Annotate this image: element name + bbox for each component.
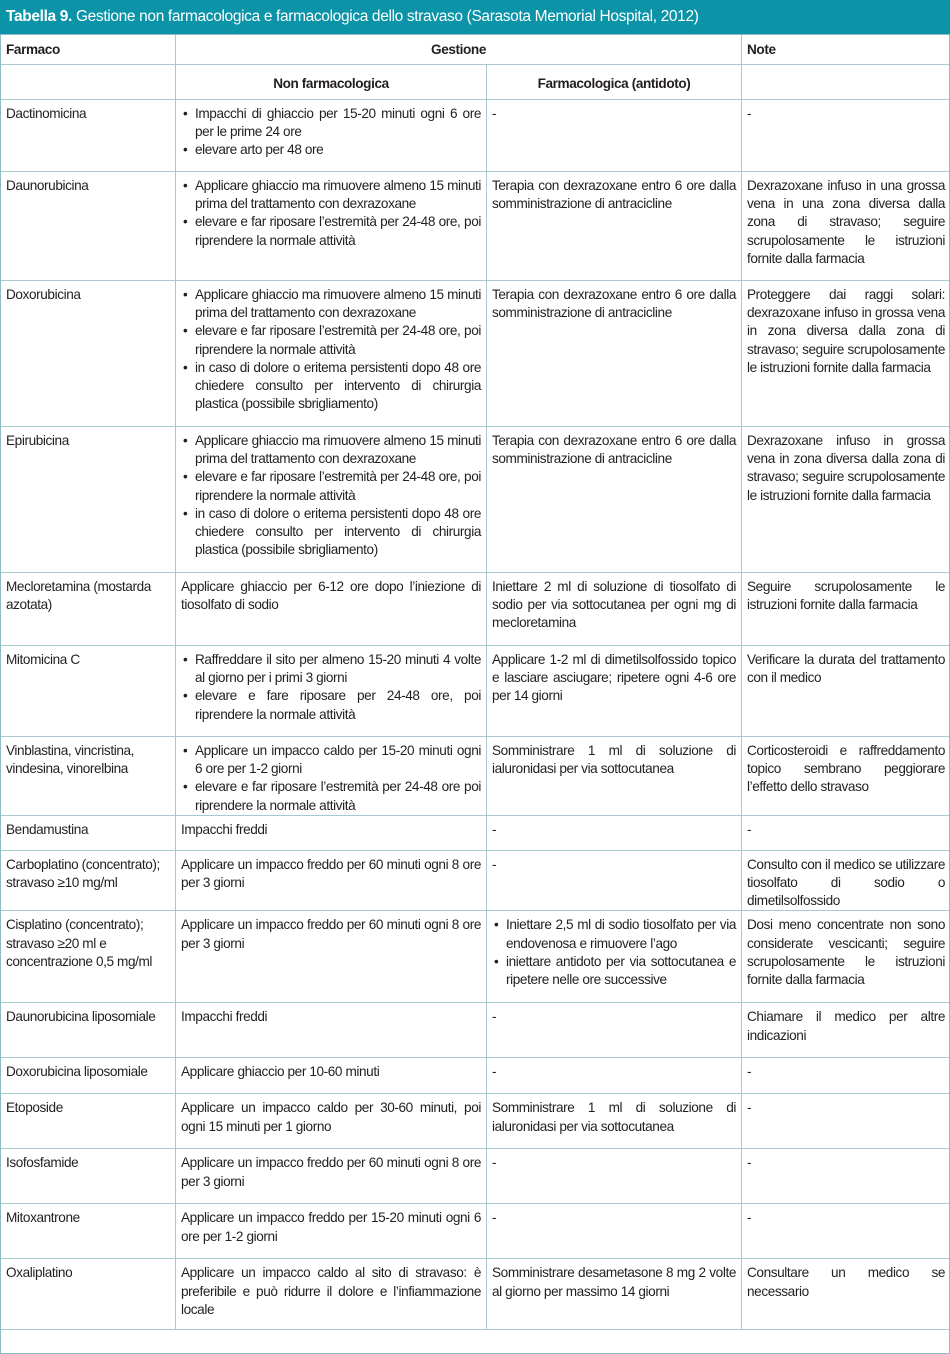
header-farmaco: Farmaco <box>1 35 176 65</box>
cell-note: Verificare la durata del trattamento con il medico <box>742 646 950 737</box>
cell-farmaco: Mitoxantrone <box>1 1204 176 1259</box>
cell-farmacologica: Terapia con dexrazoxane entro 6 ore dalla somministrazione di antracicline <box>487 172 742 281</box>
cell-non-farmacologica: Applicare ghiaccio per 6-12 ore dopo l’iniezione di tiosolfato di sodio <box>176 573 487 646</box>
cell-non-farmacologica: Applicare un impacco freddo per 60 minuti ogni 8 ore per 3 giorni <box>176 1149 487 1204</box>
cell-farmacologica <box>487 911 742 1003</box>
bullet-list <box>181 742 481 815</box>
cell-non-farmacologica: Impacchi freddi <box>176 1003 487 1058</box>
cell-note: - <box>742 100 950 172</box>
cell-farmacologica: Terapia con dexrazoxane entro 6 ore dalla somministrazione di antracicline <box>487 281 742 427</box>
table-row <box>1 100 950 172</box>
table-row <box>1 850 950 911</box>
bullet-item: • elevare e far riposare l’estremità per 24-48 ore poi riprendere la normale attività <box>181 778 481 814</box>
cell-note: Proteggere dai raggi solari: dexrazoxane infuso in grossa vena in zona diversa dalla zona di stravaso; seguire scrupolosamente le istruzioni fornite dalla farmacia <box>742 281 950 427</box>
bullet-item: • iniettare antidoto per via sottocutanea e ripetere nelle ore successive <box>492 953 736 989</box>
cell-farmacologica: - <box>487 815 742 850</box>
table-row <box>1 911 950 1003</box>
cell-farmacologica: Terapia con dexrazoxane entro 6 ore dalla somministrazione di antracicline <box>487 427 742 573</box>
table-row <box>1 281 950 427</box>
header-non-farmacologica: Non farmacologica <box>176 65 487 100</box>
table-row <box>1 1003 950 1058</box>
bullet-item: • Applicare un impacco caldo per 15-20 minuti ogni 6 ore per 1-2 giorni <box>181 742 481 778</box>
bullet-list <box>181 432 481 559</box>
cell-farmaco: Doxorubicina liposomiale <box>1 1058 176 1094</box>
cell-farmaco: Epirubicina <box>1 427 176 573</box>
cell-non-farmacologica: Applicare un impacco freddo per 60 minuti ogni 8 ore per 3 giorni <box>176 911 487 1003</box>
cell-note: Dexrazoxane infuso in una grossa vena in una zona diversa dalla zona di stravaso; seguire scrupolosamente le istruzioni fornite dalla farmacia <box>742 172 950 281</box>
cell-non-farmacologica <box>176 172 487 281</box>
cell-note: - <box>742 815 950 850</box>
cell-non-farmacologica: Applicare ghiaccio per 10-60 minuti <box>176 1058 487 1094</box>
cell-note: Consulto con il medico se utilizzare tiosolfato di sodio o dimetilsolfossido <box>742 850 950 911</box>
bullet-item: • Impacchi di ghiaccio per 15-20 minuti ogni 6 ore per le prime 24 ore <box>181 105 481 141</box>
bullet-item: • Applicare ghiaccio ma rimuovere almeno 15 minuti prima del trattamento con dexrazoxane <box>181 177 481 213</box>
header-empty-right <box>742 65 950 100</box>
cell-farmaco: Daunorubicina <box>1 172 176 281</box>
cell-farmaco: Mitomicina C <box>1 646 176 737</box>
cell-note: Chiamare il medico per altre indicazioni <box>742 1003 950 1058</box>
bullet-item: • in caso di dolore o eritema persistenti dopo 48 ore chiedere consulto per intervento di chirurgia plastica (possibile sbrigliamento) <box>181 359 481 414</box>
bullet-list <box>181 105 481 160</box>
cell-farmaco: Doxorubicina <box>1 281 176 427</box>
cell-note: - <box>742 1094 950 1149</box>
cell-non-farmacologica: Impacchi freddi <box>176 815 487 850</box>
cell-note: Dexrazoxane infuso in grossa vena in zona diversa dalla zona di stravaso; seguire scrupolosamente le istruzioni fornite dalla farmacia <box>742 427 950 573</box>
cell-note: Seguire scrupolosamente le istruzioni fornite dalla farmacia <box>742 573 950 646</box>
cell-non-farmacologica <box>176 427 487 573</box>
cell-non-farmacologica <box>176 646 487 737</box>
cell-farmacologica: - <box>487 1204 742 1259</box>
bullet-list <box>181 286 481 413</box>
bullet-list <box>181 651 481 724</box>
bullet-item: • elevare e fare riposare per 24-48 ore, poi riprendere la normale attività <box>181 687 481 723</box>
table-row <box>1 573 950 646</box>
cell-farmacologica: Somministrare 1 ml di soluzione di ialuronidasi per via sottocutanea <box>487 1094 742 1149</box>
cell-farmacologica: - <box>487 100 742 172</box>
bullet-item: • Applicare ghiaccio ma rimuovere almeno 15 minuti prima del trattamento con dexrazoxane <box>181 432 481 468</box>
table-title-prefix: Tabella 9. <box>6 8 72 25</box>
bullet-item: • in caso di dolore o eritema persistenti dopo 48 ore chiedere consulto per intervento di chirurgia plastica (possibile sbrigliamento) <box>181 505 481 560</box>
cell-farmaco: Isofosfamide <box>1 1149 176 1204</box>
cell-note: Consultare un medico se necessario <box>742 1259 950 1330</box>
bullet-list <box>181 177 481 250</box>
cell-non-farmacologica: Applicare un impacco caldo al sito di stravaso: è preferibile e può ridurre il dolore e l’infiammazione locale <box>176 1259 487 1330</box>
table-body <box>1 100 950 1330</box>
cell-farmaco: Dactinomicina <box>1 100 176 172</box>
table-title <box>0 0 950 34</box>
cell-farmaco: Daunorubicina liposomiale <box>1 1003 176 1058</box>
cell-note: Dosi meno concentrate non sono considerate vescicanti; seguire scrupolosamente le istruzioni fornite dalla farmacia <box>742 911 950 1003</box>
cell-farmaco: Mecloretamina (mostarda azotata) <box>1 573 176 646</box>
bullet-item: • Iniettare 2,5 ml di sodio tiosolfato per via endovenosa e rimuovere l’ago <box>492 916 736 952</box>
cell-farmacologica: - <box>487 1149 742 1204</box>
bullet-item: • elevare e far riposare l’estremità per 24-48 ore, poi riprendere la normale attività <box>181 468 481 504</box>
table-row <box>1 646 950 737</box>
cell-farmacologica: Somministrare desametasone 8 mg 2 volte al giorno per massimo 14 giorni <box>487 1259 742 1330</box>
cell-non-farmacologica: Applicare un impacco freddo per 15-20 minuti ogni 6 ore per 1-2 giorni <box>176 1204 487 1259</box>
header-empty-left <box>1 65 176 100</box>
table-row <box>1 1058 950 1094</box>
cell-farmacologica: - <box>487 1058 742 1094</box>
cell-farmaco: Etoposide <box>1 1094 176 1149</box>
bullet-item: • elevare e far riposare l’estremità per 24-48 ore, poi riprendere la normale attività <box>181 322 481 358</box>
table-row <box>1 427 950 573</box>
bullet-item: • elevare arto per 48 ore <box>181 141 481 159</box>
cell-farmaco: Vinblastina, vincristina, vindesina, vinorelbina <box>1 737 176 816</box>
table-row <box>1 1259 950 1330</box>
cell-farmacologica: Applicare 1-2 ml di dimetilsolfossido topico e lasciare asciugare; ripetere ogni 4-6 ore per 14 giorni <box>487 646 742 737</box>
cell-farmacologica: - <box>487 1003 742 1058</box>
cell-note: - <box>742 1149 950 1204</box>
table-row <box>1 815 950 850</box>
cell-farmaco: Oxaliplatino <box>1 1259 176 1330</box>
bullet-item: • Raffreddare il sito per almeno 15-20 minuti 4 volte al giorno per i primi 3 giorni <box>181 651 481 687</box>
cell-non-farmacologica <box>176 737 487 816</box>
table-row <box>1 1094 950 1149</box>
table-row <box>1 172 950 281</box>
cell-note: Corticosteroidi e raffreddamento topico sembrano peggiorare l’effetto dello stravaso <box>742 737 950 816</box>
header-note: Note <box>742 35 950 65</box>
header-farmacologica: Farmacologica (antidoto) <box>487 65 742 100</box>
cell-non-farmacologica: Applicare un impacco freddo per 60 minuti ogni 8 ore per 3 giorni <box>176 850 487 911</box>
cell-farmacologica: Somministrare 1 ml di soluzione di ialuronidasi per via sottocutanea <box>487 737 742 816</box>
bullet-list <box>492 916 736 989</box>
cell-farmaco: Bendamustina <box>1 815 176 850</box>
cell-non-farmacologica <box>176 100 487 172</box>
cell-note: - <box>742 1058 950 1094</box>
extravasation-table <box>0 34 950 1330</box>
table-row <box>1 1204 950 1259</box>
bullet-item: • Applicare ghiaccio ma rimuovere almeno 15 minuti prima del trattamento con dexrazoxane <box>181 286 481 322</box>
cell-non-farmacologica <box>176 281 487 427</box>
cell-farmacologica: Iniettare 2 ml di soluzione di tiosolfato di sodio per via sottocutanea per ogni mg di mecloretamina <box>487 573 742 646</box>
bullet-item: • elevare e far riposare l’estremità per 24-48 ore, poi riprendere la normale attività <box>181 213 481 249</box>
cell-farmacologica: - <box>487 850 742 911</box>
cell-note: - <box>742 1204 950 1259</box>
table-row <box>1 1149 950 1204</box>
cell-farmaco: Cisplatino (concentrato); stravaso ≥20 ml e concentrazione 0,5 mg/ml <box>1 911 176 1003</box>
table-row <box>1 737 950 816</box>
table-title-text: Gestione non farmacologica e farmacologica dello stravaso (Sarasota Memorial Hospital, 2012) <box>72 8 699 25</box>
cell-non-farmacologica: Applicare un impacco caldo per 30-60 minuti, poi ogni 15 minuti per 1 giorno <box>176 1094 487 1149</box>
cell-farmaco: Carboplatino (concentrato); stravaso ≥10 mg/ml <box>1 850 176 911</box>
header-gestione: Gestione <box>176 35 742 65</box>
